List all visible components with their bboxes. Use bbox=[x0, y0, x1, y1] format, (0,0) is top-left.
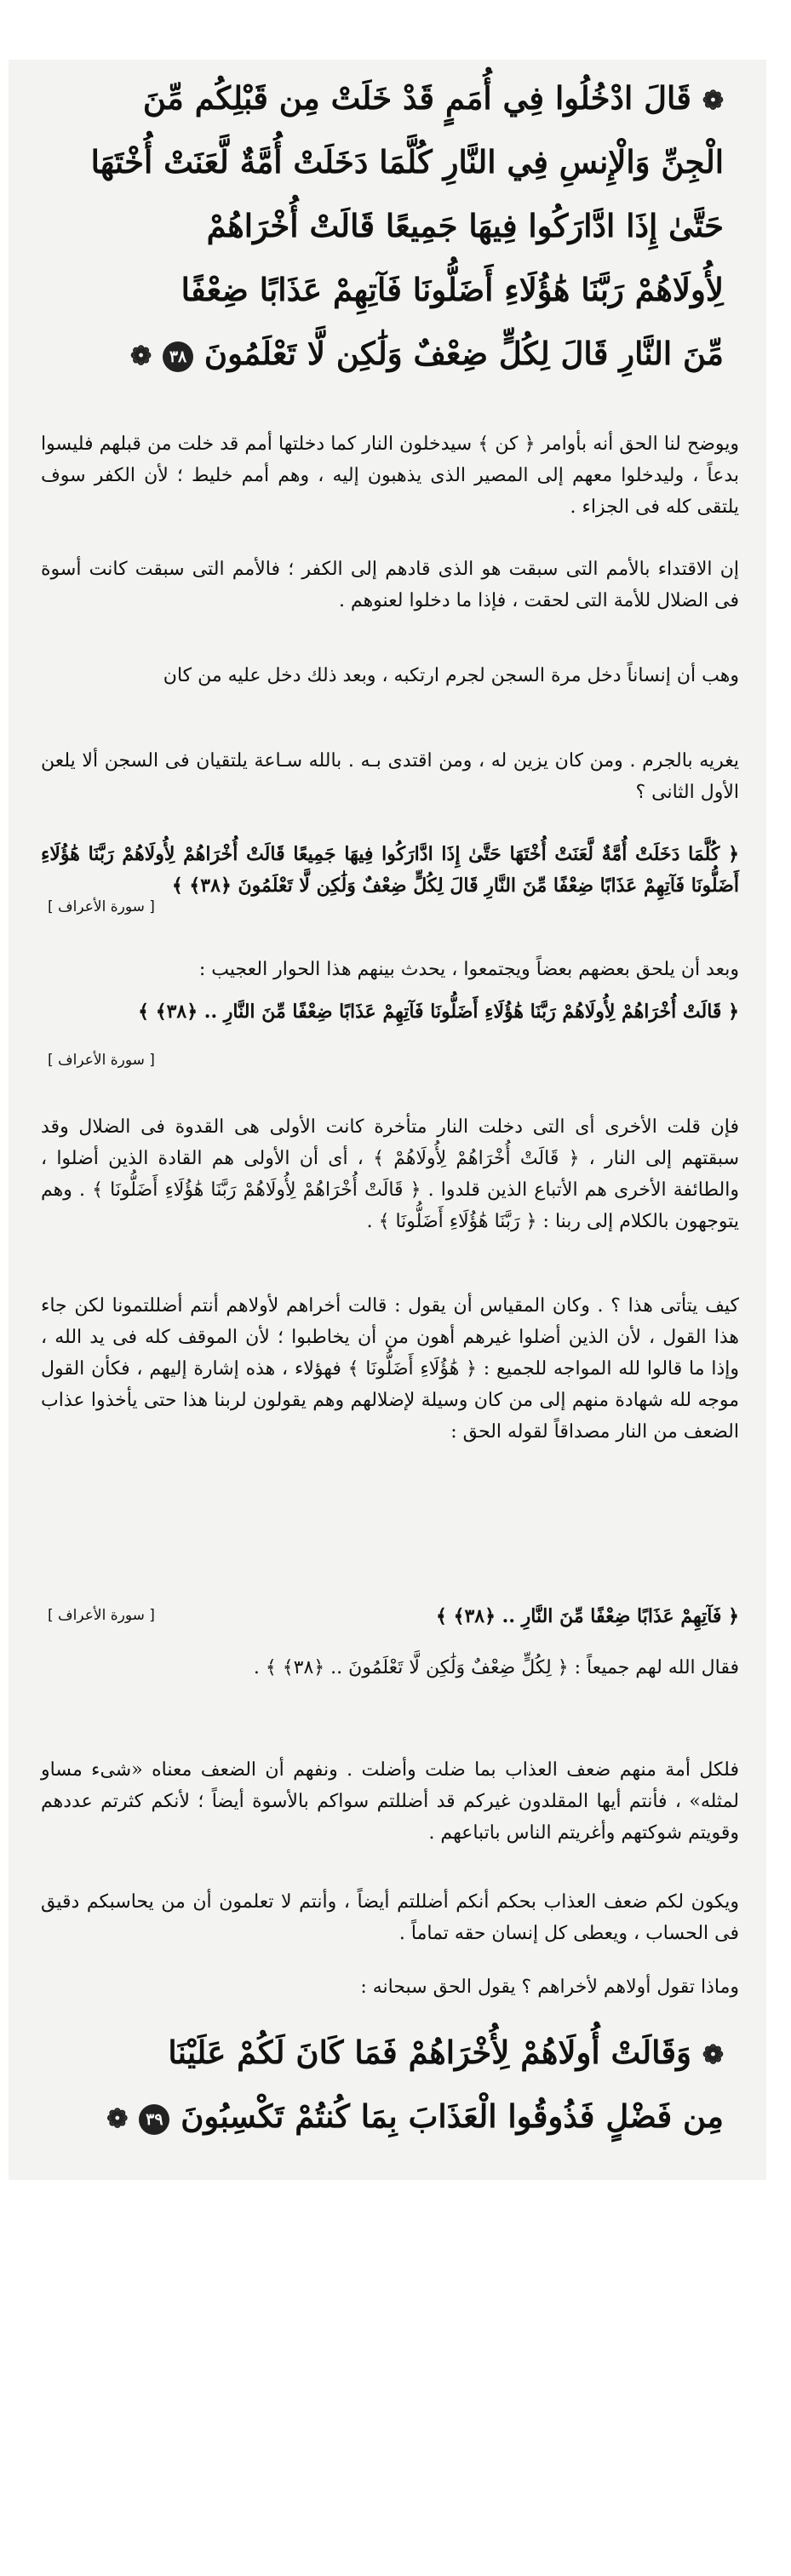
quran-quote: ﴿ قَالَتْ أُخْرَاهُمْ لِأُولَاهُمْ رَبَّنَا هَٰؤُلَاءِ أَضَلُّونَا فَآتِهِمْ عَذَابًا ضِعْفًا مِّنَ النَّارِ .. ﴿٣٨﴾ ﴾ bbox=[138, 1001, 739, 1023]
verse-line: حَتَّىٰ إِذَا ادَّارَكُوا فِيهَا جَمِيعًا قَالَتْ أُخْرَاهُمْ bbox=[206, 207, 724, 244]
paragraph: ويوضح لنا الحق أنه بأوامر ﴿ كن ﴾ سيدخلون النار كما دخلتها أمم قد خلت من قبلهم فليسوا بدعاً ، وليدخلوا معهم إلى المصير الذى يذهبون إليه ، وهم أمم خليط ؛ لأن الكفر سوف يلتقى كله فى الجزاء . bbox=[41, 433, 739, 518]
ornament-icon: ❁ bbox=[702, 86, 724, 116]
verse-line: ❁ قَالَ ادْخُلُوا فِي أُمَمٍ قَدْ خَلَتْ مِن قَبْلِكُم مِّنَ bbox=[142, 79, 724, 117]
ornament-icon: ❁ bbox=[106, 2104, 129, 2134]
verse-line: مِّنَ النَّارِ قَالَ لِكُلٍّ ضِعْفٌ وَلَٰكِن لَّا تَعْلَمُونَ ٣٨ ❁ bbox=[130, 335, 724, 372]
ornament-icon: ❁ bbox=[702, 2040, 724, 2070]
paragraph: وهب أن إنساناً دخل مرة السجن لجرم ارتكبه ، وبعد ذلك دخل عليه من كان bbox=[163, 665, 739, 686]
paragraph: فإن قلت الأخرى أى التى دخلت النار متأخرة كانت الأولى هى القدوة فى الضلال وقد سبقتهم إلى النار ، ﴿ قَالَتْ أُخْرَاهُمْ لِأُولَاهُمْ ﴾ ، أى أن الأولى هم القادة الذين أضلوا ، والطائفة الأخرى هم الأتباع الذين قلدوا . ﴿ قَالَتْ أُخْرَاهُمْ لِأُولَاهُمْ رَبَّنَا هَٰؤُلَاءِ أَضَلُّونَا ﴾ . وهم يتوجهون بالكلام إلى ربنا : ﴿ رَبَّنَا هَٰؤُلَاءِ أَضَلُّونَا ﴾ . bbox=[41, 1116, 739, 1232]
verse-number: ٣٩ bbox=[139, 2104, 169, 2135]
paragraph: كيف يتأتى هذا ؟ . وكان المقياس أن يقول : قالت أخراهم لأولاهم أنتم أضللتمونا لكن جاء هذا القول ، لأن الذين أضلوا غيرهم أهون من أن يخاطبوا ؛ لأن الموقف كله فى يد الله ، وإذا ما قالوا لله المواجه للجميع : ﴿ هَٰؤُلَاءِ أَضَلُّونَا ﴾ فهؤلاء ، هذه إشارة إليهم ، فكأن القول موجه لله شهادة منهم إلى من كان وسيلة لإضلالهم وهم يقولون لربنا هذا حتى يأخذوا عذاب الضعف من النار مصداقاً لقوله الحق : bbox=[41, 1295, 739, 1443]
paragraph: وبعد أن يلحق بعضهم بعضاً ويجتمعوا ، يحدث بينهم هذا الحوار العجيب : bbox=[198, 959, 739, 980]
verse-line: ❁ وَقَالَتْ أُولَاهُمْ لِأُخْرَاهُمْ فَمَا كَانَ لَكُمْ عَلَيْنَا bbox=[168, 2034, 724, 2071]
paragraph: ويكون لكم ضعف العذاب بحكم أنكم أضللتم أيضاً ، وأنتم لا تعلمون أن من يحاسبكم دقيق فى الحساب ، ويعطى كل إنسان حقه تماماً . bbox=[41, 1891, 739, 1944]
verse-line: لِأُولَاهُمْ رَبَّنَا هَٰؤُلَاءِ أَضَلُّونَا فَآتِهِمْ عَذَابًا ضِعْفًا bbox=[181, 271, 724, 308]
paragraph: وماذا تقول أولاهم لأخراهم ؟ يقول الحق سبحانه : bbox=[360, 1976, 739, 1998]
paragraph: إن الاقتداء بالأمم التى سبقت هو الذى قادهم إلى الكفر ؛ فالأمم التى سبقت كانت أسوة فى الضلال للأمة التى لحقت ، فإذا ما دخلوا لعنوهم . bbox=[41, 559, 739, 611]
surah-reference: [ سورة الأعراف ] bbox=[48, 898, 155, 915]
surah-reference: [ سورة الأعراف ] bbox=[48, 1052, 155, 1069]
quran-quote: ﴿ كُلَّمَا دَخَلَتْ أُمَّةٌ لَّعَنَتْ أُخْتَهَا حَتَّىٰ إِذَا ادَّارَكُوا فِيهَا جَمِيعًا قَالَتْ أُخْرَاهُمْ لِأُولَاهُمْ رَبَّنَا هَٰؤُلَاءِ أَضَلُّونَا فَآتِهِمْ عَذَابًا ضِعْفًا مِّنَ النَّارِ قَالَ لِكُلٍّ ضِعْفٌ وَلَٰكِن لَّا تَعْلَمُونَ ﴿٣٨﴾ ﴾ bbox=[41, 843, 739, 897]
verse-panel bbox=[9, 60, 766, 413]
paragraph: فلكل أمة منهم ضعف العذاب بما ضلت وأضلت . ونفهم أن الضعف معناه «شىء مساو لمثله» ، فأنتم أيها المقلدون غيركم قد أضللتم سواكم بالأسوة أيضاً ؛ لأنكم كثرتم عددهم وقويتم شوكتهم وأغريتم الناس باتباعهم . bbox=[41, 1759, 739, 1844]
verse-line: الْجِنِّ وَالْإِنسِ فِي النَّارِ كُلَّمَا دَخَلَتْ أُمَّةٌ لَّعَنَتْ أُخْتَهَا bbox=[90, 143, 724, 181]
surah-reference: [ سورة الأعراف ] bbox=[48, 1607, 155, 1624]
quran-quote: ﴿ فَآتِهِمْ عَذَابًا ضِعْفًا مِّنَ النَّارِ .. ﴿٣٨﴾ ﴾ bbox=[436, 1605, 739, 1627]
paragraph: يغريه بالجرم . ومن كان يزين له ، ومن اقتدى بـه . بالله سـاعة يلتقيان فى السجن ألا يلعن الأول الثانى ؟ bbox=[41, 750, 739, 803]
commentary-panel-middle bbox=[9, 737, 766, 1741]
commentary-panel-top bbox=[9, 413, 766, 737]
verse-line: مِن فَضْلٍ فَذُوقُوا الْعَذَابَ بِمَا كُنتُمْ تَكْسِبُونَ ٣٩ ❁ bbox=[106, 2097, 724, 2135]
verse-number: ٣٨ bbox=[163, 341, 193, 372]
commentary-panel-bottom bbox=[9, 1741, 766, 2180]
paragraph: فقال الله لهم جميعاً : ﴿ لِكُلٍّ ضِعْفٌ وَلَٰكِن لَّا تَعْلَمُونَ .. ﴿٣٨﴾ ﴾ . bbox=[253, 1657, 739, 1678]
ornament-icon: ❁ bbox=[130, 341, 152, 371]
